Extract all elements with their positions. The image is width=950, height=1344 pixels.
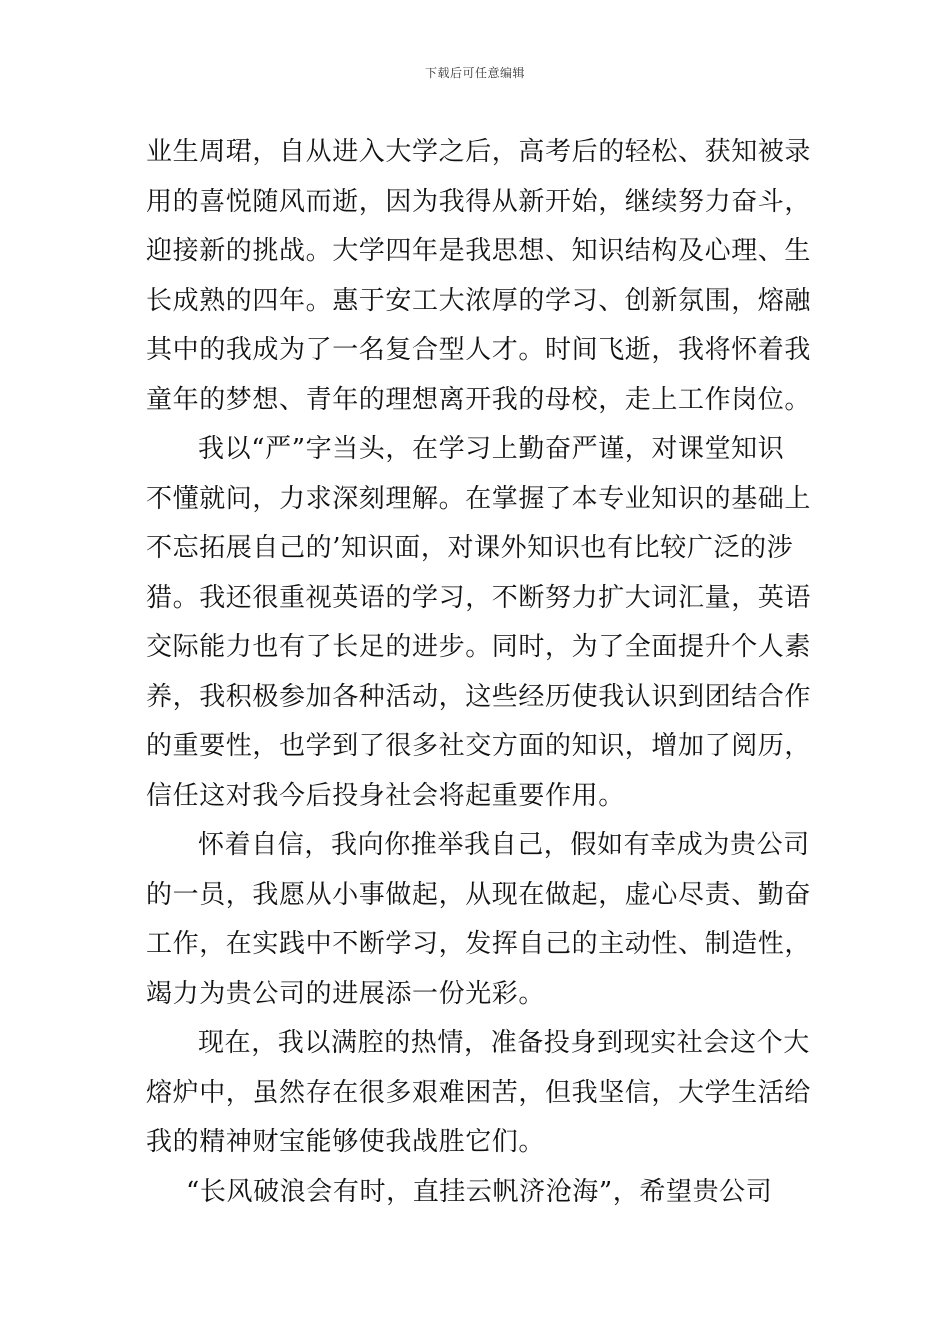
text-line: 我的精神财宝能够使我战胜它们。 [146,1127,546,1157]
text-line: 童年的梦想、青年的理想离开我的母校，走上工作岗位。 [146,384,812,415]
text-line: 迎接新的挑战。大学四年是我思想、知识结构及心理、生 [146,236,812,266]
text-line: 不忘拓展自己的’知识面，对课外知识也有比较广泛的涉 [146,533,794,563]
text-line: 养，我积极参加各种活动，这些经历使我认识到团结合作 [146,681,812,712]
text-line: 不懂就问，力求深刻理解。在掌握了本专业知识的基础上 [146,483,812,514]
letter-body [146,128,812,1217]
text-line: 用的喜悦随风而逝，因为我得从新开始，继续努力奋斗， [146,186,812,217]
text-line: 怀着自信，我向你推举我自己，假如有幸成为贵公司 [198,830,810,860]
text-line: 工作，在实践中不断学习，发挥自己的主动性、制造性， [146,929,812,959]
text-line: 熔炉中，虽然存在很多艰难困苦，但我坚信，大学生活给 [146,1077,812,1108]
text-line: 长成熟的四年。惠于安工大浓厚的学习、创新氛围，熔融 [146,285,812,316]
text-line: 竭力为贵公司的进展添一份光彩。 [146,978,546,1009]
paragraph-2 [146,425,812,821]
text-line: 的一员，我愿从小事做起，从现在做起，虚心尽责、勤奋 [146,879,812,910]
text-line: 我以“严”字当头，在学习上勤奋严谨，对课堂知识 [198,434,785,464]
text-line: 信任这对我今后投身社会将起重要作用。 [146,780,625,811]
text-line: 交际能力也有了长足的进步。同时，为了全面提升个人素 [146,632,812,662]
page-header: 下载后可任意编辑 [424,66,525,80]
paragraph-5 [146,1168,808,1218]
paragraph-1 [146,128,812,425]
text-line: 业生周珺，自从进入大学之后，高考后的轻松、获知被录 [146,137,812,167]
paragraph-3 [146,821,812,1019]
text-line: 猎。我还很重视英语的学习，不断努力扩大词汇量，英语 [146,582,812,613]
paragraph-4 [146,1019,812,1168]
text-line: “长风破浪会有时，直挂云帆济沧海”，希望贵公司 [186,1176,773,1207]
text-line: 现在，我以满腔的热情，准备投身到现实社会这个大 [198,1028,810,1058]
text-line: 其中的我成为了一名复合型人才。时间飞逝，我将怀着我 [146,335,812,365]
text-line: 的重要性，也学到了很多社交方面的知识，增加了阅历， [146,731,812,761]
